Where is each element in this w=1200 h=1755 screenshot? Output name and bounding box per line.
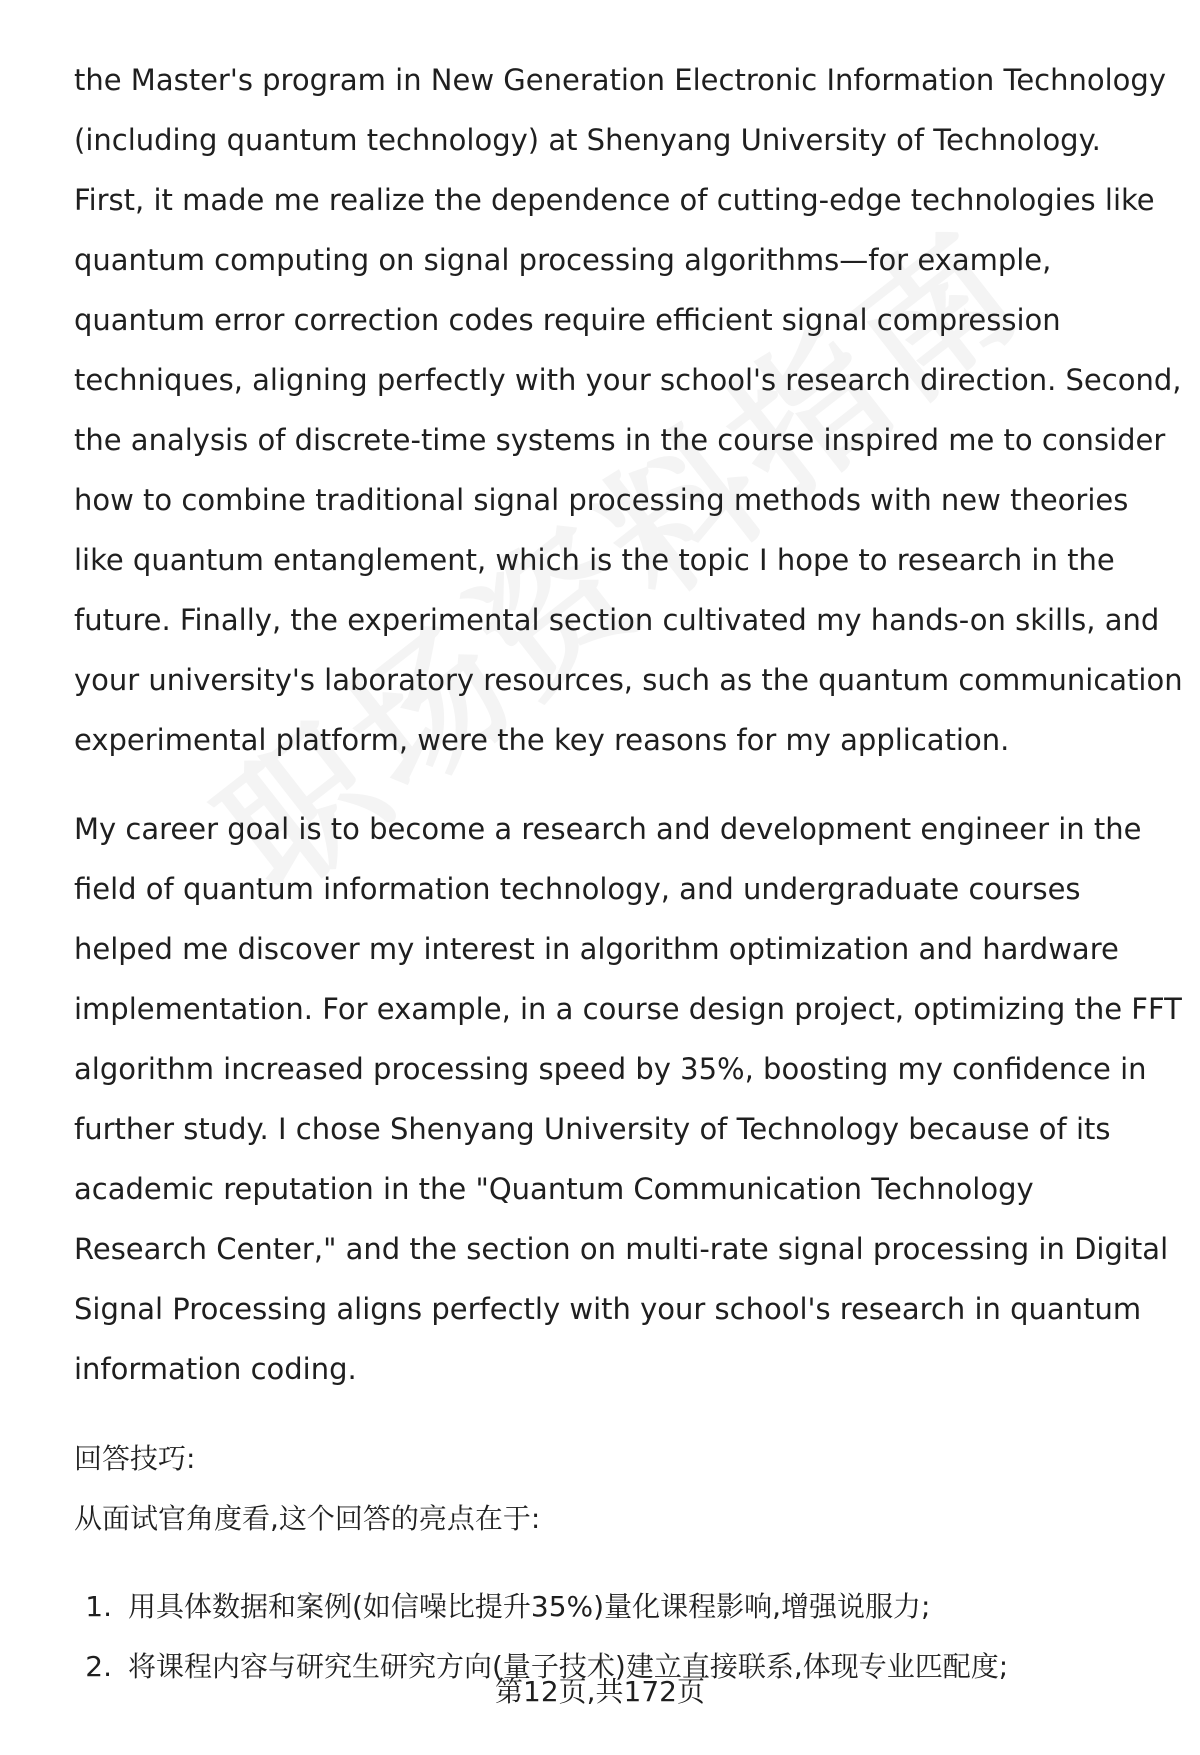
answer-tips-section xyxy=(74,1429,1164,1549)
text-line: further study. I chose Shenyang University of Technology because of its xyxy=(74,1112,1111,1146)
text-line: like quantum entanglement, which is the topic I hope to research in the xyxy=(74,543,1115,577)
list-item-text: 将课程内容与研究生研究方向(量子技术)建立直接联系,体现专业匹配度; xyxy=(128,1650,1009,1683)
text-line: algorithm increased processing speed by 35%, boosting my confidence in xyxy=(74,1052,1147,1086)
text-line: the Master's program in New Generation Electronic Information Technology xyxy=(74,63,1166,97)
text-line: the analysis of discrete-time systems in the course inspired me to consider xyxy=(74,423,1166,457)
page-number-footer: 第12页,共172页 xyxy=(495,1675,705,1708)
text-line: implementation. For example, in a course design project, optimizing the FFT xyxy=(74,992,1182,1026)
page-content xyxy=(74,50,1183,1697)
text-line: Research Center," and the section on multi-rate signal processing in Digital xyxy=(74,1232,1169,1266)
text-line: information coding. xyxy=(74,1352,357,1386)
list-item-number: 2. xyxy=(85,1650,112,1683)
text-line: academic reputation in the "Quantum Communication Technology xyxy=(74,1172,1034,1206)
text-line: quantum error correction codes require efficient signal compression xyxy=(74,303,1061,337)
text-line: your university's laboratory resources, such as the quantum communication xyxy=(74,663,1183,697)
text-line: helped me discover my interest in algorithm optimization and hardware xyxy=(74,932,1119,966)
text-line: how to combine traditional signal processing methods with new theories xyxy=(74,483,1129,517)
text-line: My career goal is to become a research and development engineer in the xyxy=(74,812,1142,846)
text-line: techniques, aligning perfectly with your school's research direction. Second, xyxy=(74,363,1182,397)
tips-heading: 回答技巧: xyxy=(74,1442,196,1475)
text-line: Signal Processing aligns perfectly with your school's research in quantum xyxy=(74,1292,1142,1326)
list-item xyxy=(74,1577,1164,1637)
tips-intro: 从面试官角度看,这个回答的亮点在于: xyxy=(74,1502,541,1535)
text-line: experimental platform, were the key reasons for my application. xyxy=(74,723,1010,757)
text-line: future. Finally, the experimental section cultivated my hands-on skills, and xyxy=(74,603,1160,637)
text-line: (including quantum technology) at Shenyang University of Technology. xyxy=(74,123,1101,157)
list-item-text: 用具体数据和案例(如信噪比提升35%)量化课程影响,增强说服力; xyxy=(128,1590,931,1623)
paragraph-motivation xyxy=(74,50,1183,770)
list-item-number: 1. xyxy=(85,1590,112,1623)
paragraph-career-goal xyxy=(74,799,1182,1399)
text-line: quantum computing on signal processing algorithms—for example, xyxy=(74,243,1052,277)
text-line: First, it made me realize the dependence of cutting-edge technologies like xyxy=(74,183,1155,217)
text-line: field of quantum information technology, and undergraduate courses xyxy=(74,872,1081,906)
